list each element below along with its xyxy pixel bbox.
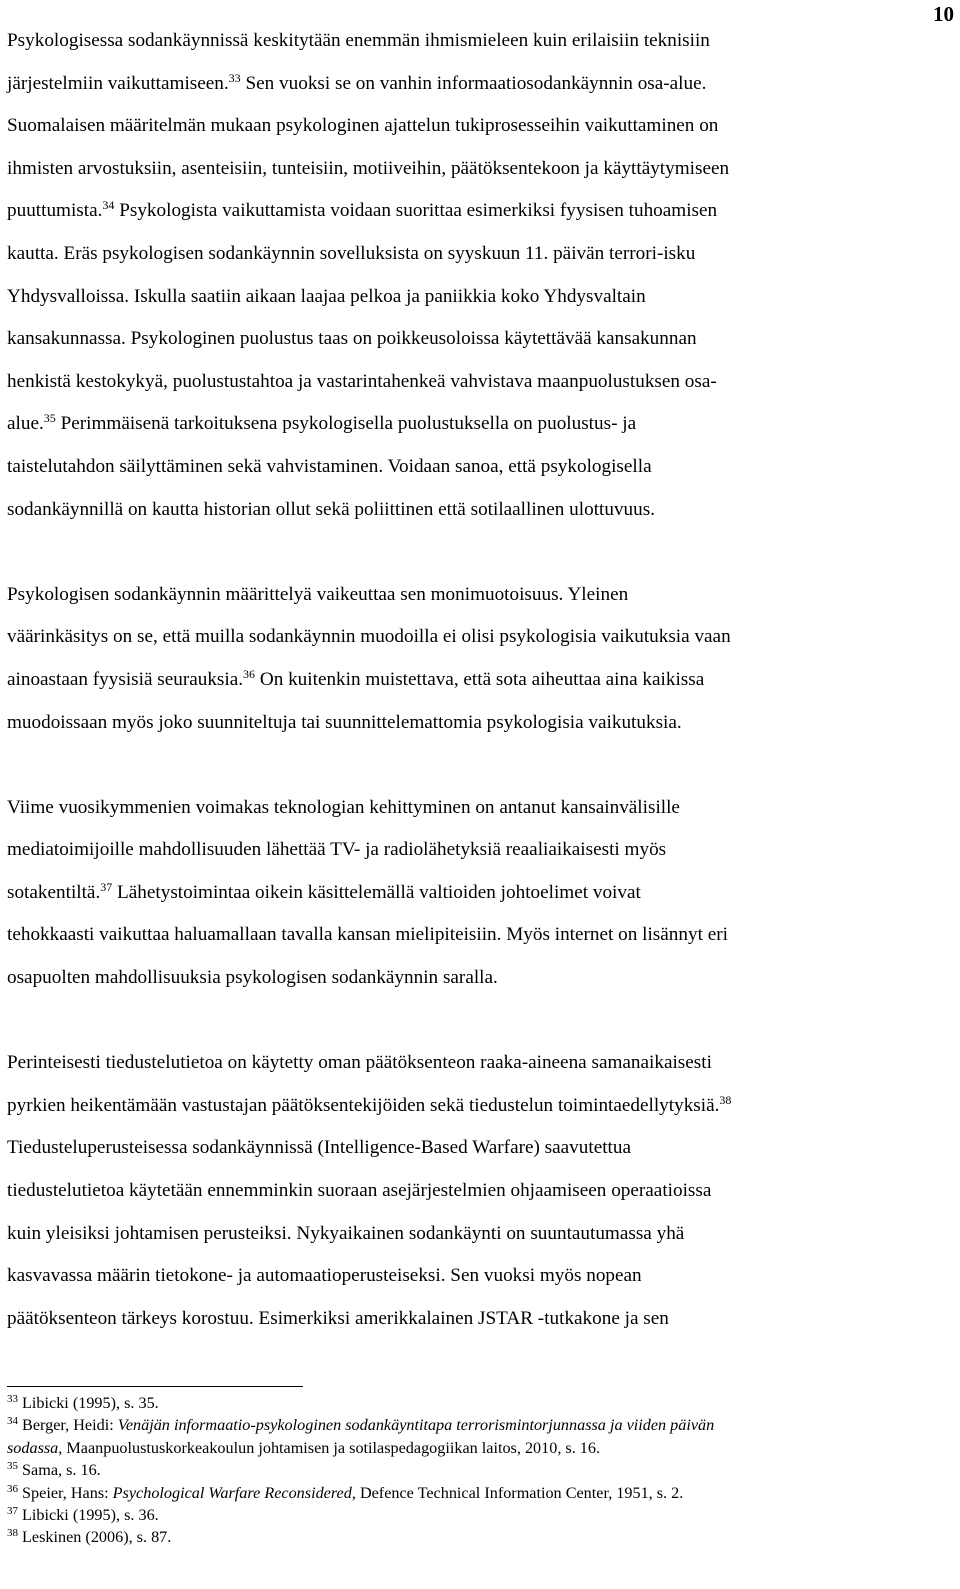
text-line (7, 914, 947, 957)
footnote-title: Venäjän informaatio-psykologinen sodankäyntitapa terrorismintorjunnassa ja viiden päivän (117, 1416, 715, 1435)
line-text: Psykologisessa sodankäynnissä keskitytään enemmän ihmismieleen kuin erilaisiin teknisiin (7, 30, 710, 51)
line-text: henkistä kestokykyä, puolustustahtoa ja vastarintahenkeä vahvistava maanpuolustuksen osa- (7, 370, 717, 392)
text-line (7, 20, 947, 63)
footnote (7, 1504, 947, 1526)
paragraph (7, 574, 947, 744)
text-line (7, 702, 947, 745)
footnote-number: 38 (7, 1527, 18, 1540)
text-line (7, 489, 947, 532)
footnote-reference: 33 (228, 70, 241, 85)
line-text: kuin yleisiksi johtamisen perusteiksi. Nykyaikainen sodankäynti on suuntautumassa yhä (7, 1222, 685, 1244)
footnote-text: Sama, s. 16. (18, 1461, 101, 1480)
footnote-text-continued: , Maanpuolustuskorkeakoulun johtamisen ja sotilaspedagogiikan laitos, 2010, s. 16. (58, 1438, 601, 1457)
footnote-line (7, 1459, 947, 1481)
line-text-continued: Psykologista vaikuttamista voidaan suorittaa esimerkiksi fyysisen tuhoamisen (114, 200, 718, 222)
footnote-text-continued: , Defence Technical Information Center, 1951, s. 2. (351, 1483, 684, 1502)
footnote-reference: 38 (719, 1092, 732, 1107)
text-line (7, 276, 947, 319)
footnote-text: Berger, Heidi: (18, 1416, 118, 1435)
text-line (7, 1042, 947, 1085)
text-line (7, 105, 947, 148)
footnote-title: Psychological Warfare Reconsidered (112, 1483, 352, 1502)
line-text: tiedustelutietoa käytetään ennemminkin suoraan asejärjestelmien ohjaamiseen operaatioissa (7, 1180, 712, 1202)
footnote-number: 34 (7, 1415, 18, 1428)
footnote-reference: 35 (43, 411, 56, 426)
footnote (7, 1526, 947, 1548)
footnote-reference: 34 (102, 198, 115, 213)
line-text: kansakunnassa. Psykologinen puolustus taas on poikkeusoloissa käytettävää kansakunnan (7, 328, 697, 350)
line-text: kasvavassa määrin tietokone- ja automaatioperusteiseksi. Sen vuoksi myös nopean (7, 1265, 642, 1287)
text-line (7, 190, 947, 233)
footnotes (7, 1392, 947, 1549)
line-text: osapuolten mahdollisuuksia psykologisen sodankäynnin saralla. (7, 967, 498, 989)
footnote-number: 37 (7, 1505, 18, 1518)
footnote (7, 1392, 947, 1414)
footnote-title: sodassa (7, 1438, 59, 1457)
paragraph (7, 787, 947, 1000)
line-text: päätöksenteon tärkeys korostuu. Esimerkiksi amerikkalainen JSTAR -tutkakone ja sen (7, 1307, 669, 1329)
text-line (7, 403, 947, 446)
line-text: Tiedusteluperusteisessa sodankäynnissä (Intelligence-Based Warfare) saavutettua (7, 1137, 631, 1159)
text-line (7, 616, 947, 659)
footnote (7, 1482, 947, 1504)
text-line (7, 361, 947, 404)
footnote-divider (7, 1386, 303, 1387)
page-number: 10 (933, 2, 954, 26)
text-line (7, 148, 947, 191)
line-text-continued: Lähetystoimintaa oikein käsittelemällä valtioiden johtoelimet voivat (112, 881, 641, 903)
text-line (7, 957, 947, 1000)
footnote-line (7, 1482, 947, 1504)
paragraph (7, 1042, 947, 1340)
line-text: väärinkäsitys on se, että muilla sodankäynnin muodoilla ei olisi psykologisia vaikutuksia vaan (7, 626, 731, 648)
footnote-line (7, 1526, 947, 1548)
line-text: sodankäynnillä on kautta historian ollut sekä poliittinen että sotilaallinen ulottuvuus. (7, 498, 655, 520)
footnote-line (7, 1437, 947, 1459)
footnote-number: 36 (7, 1482, 18, 1495)
text-line (7, 63, 947, 106)
text-line (7, 659, 947, 702)
line-text: Yhdysvalloissa. Iskulla saatiin aikaan laajaa pelkoa ja paniikkia koko Yhdysvaltain (7, 285, 646, 307)
footnote-reference: 36 (243, 666, 256, 681)
line-text: Viime vuosikymmenien voimakas teknologian kehittyminen on antanut kansainvälisille (7, 796, 680, 818)
line-text: alue. (7, 413, 44, 435)
footnote-text: Speier, Hans: (18, 1483, 113, 1502)
line-text: sotakentiltä. (7, 881, 101, 903)
text-line (7, 574, 947, 617)
footnote (7, 1459, 947, 1481)
line-text: Suomalaisen määritelmän mukaan psykologinen ajattelun tukiprosesseihin vaikuttaminen on (7, 115, 719, 137)
text-line (7, 1170, 947, 1213)
footnote-text: Libicki (1995), s. 35. (18, 1394, 159, 1412)
text-line (7, 872, 947, 915)
footnote-number: 33 (7, 1393, 18, 1405)
footnote-text: Leskinen (2006), s. 87. (18, 1528, 172, 1547)
line-text: kautta. Eräs psykologisen sodankäynnin sovelluksista on syyskuun 11. päivän terrori-isku (7, 242, 696, 264)
text-line (7, 1127, 947, 1170)
footnote-line (7, 1414, 947, 1436)
line-text: mediatoimijoille mahdollisuuden lähettää TV- ja radiolähetyksiä reaaliaikaisesti myös (7, 839, 667, 861)
line-text: ihmisten arvostuksiin, asenteisiin, tunteisiin, motiiveihin, päätöksentekoon ja käyttäytymiseen (7, 157, 730, 179)
text-line (7, 1298, 947, 1341)
paragraph (7, 20, 947, 531)
line-text-continued: Perimmäisenä tarkoituksena psykologisella puolustuksella on puolustus- ja (55, 413, 637, 435)
line-text: puuttumista. (7, 200, 103, 222)
footnote-number: 35 (7, 1460, 18, 1473)
line-text-continued: On kuitenkin muistettava, että sota aiheuttaa aina kaikissa (255, 668, 705, 690)
line-text: järjestelmiin vaikuttamiseen. (7, 72, 229, 94)
line-text: Psykologisen sodankäynnin määrittelyä vaikeuttaa sen monimuotoisuus. Yleinen (7, 583, 629, 605)
footnote-line (7, 1392, 947, 1414)
line-text: muodoissaan myös joko suunniteltuja tai suunnittelemattomia psykologisia vaikutuksia. (7, 711, 682, 733)
text-line (7, 1085, 947, 1128)
text-line (7, 318, 947, 361)
text-line (7, 787, 947, 830)
text-line (7, 829, 947, 872)
text-line (7, 446, 947, 489)
text-line (7, 1213, 947, 1256)
text-line (7, 1255, 947, 1298)
footnote-line (7, 1504, 947, 1526)
body-text (7, 20, 947, 1340)
text-line (7, 233, 947, 276)
line-text: tehokkaasti vaikuttaa haluamallaan tavalla kansan mielipiteisiin. Myös internet on lisännyt eri (7, 924, 728, 946)
footnote-text: Libicki (1995), s. 36. (18, 1506, 159, 1525)
line-text: pyrkien heikentämään vastustajan päätöksentekijöiden sekä tiedustelun toimintaedellytyksiä. (7, 1094, 720, 1116)
line-text: ainoastaan fyysisiä seurauksia. (7, 668, 244, 690)
footnote-reference: 37 (100, 879, 113, 894)
line-text: taistelutahdon säilyttäminen sekä vahvistaminen. Voidaan sanoa, että psykologisella (7, 455, 652, 477)
footnote (7, 1414, 947, 1459)
line-text: Perinteisesti tiedustelutietoa on käytetty oman päätöksenteon raaka-aineena samanaikaisesti (7, 1052, 712, 1074)
line-text-continued: Sen vuoksi se on vanhin informaatiosodankäynnin osa-alue. (240, 72, 707, 94)
